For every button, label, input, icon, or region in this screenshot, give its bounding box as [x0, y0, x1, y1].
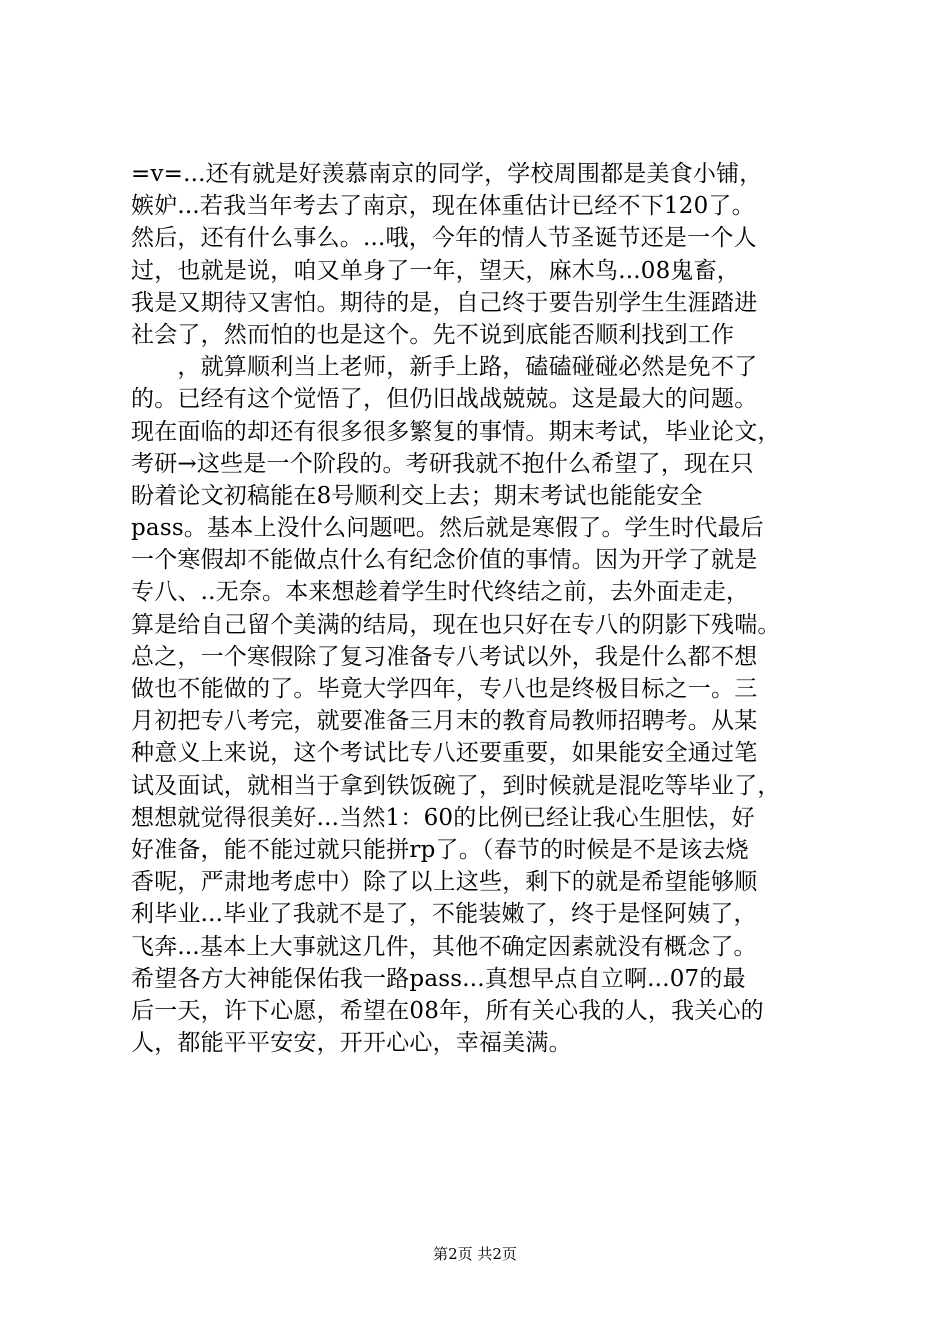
- text-line: 过，也就是说，咱又单身了一年，望天，麻木鸟...08鬼畜，: [131, 257, 740, 284]
- text-line: 利毕业...毕业了我就不是了，不能装嫩了，终于是怪阿姨了，: [131, 901, 757, 928]
- text-line: 后一天，许下心愿，希望在08年，所有关心我的人，我关心的: [131, 997, 764, 1024]
- text-line: 试及面试，就相当于拿到铁饭碗了，到时候就是混吃等毕业了，: [131, 772, 781, 799]
- text-line: 社会了，然而怕的也是这个。先不说到底能否顺利找到工作: [131, 321, 735, 348]
- text-line: 做也不能做的了。毕竟大学四年，专八也是终极目标之一。三: [131, 676, 758, 702]
- text-line: ，就算顺利当上老师，新手上路，磕磕碰碰必然是免不了: [131, 354, 758, 381]
- text-line: 飞奔...基本上大事就这几件，其他不确定因素就没有概念了。: [131, 933, 757, 960]
- text-line: 希望各方大神能保佑我一路pass...真想早点自立啊...07的最: [131, 965, 746, 992]
- text-line: 想想就觉得很美好...当然1：60的比例已经让我心生胆怯，好: [131, 804, 755, 831]
- text-line: 算是给自己留个美满的结局，现在也只好在专八的阴影下残喘。: [131, 611, 781, 638]
- text-line: 现在面临的却还有很多很多繁复的事情。期末考试，毕业论文，: [131, 418, 781, 445]
- text-line: 香呢，严肃地考虑中）除了以上这些，剩下的就是希望能够顺: [131, 869, 758, 896]
- text-line: 的。已经有这个觉悟了，但仍旧战战兢兢。这是最大的问题。: [131, 386, 758, 413]
- page-footer: [0, 1244, 950, 1264]
- page-number: 第2页 共2页: [433, 1245, 517, 1263]
- text-line: 盼着论文初稿能在8号顺利交上去；期末考试也能能安全: [131, 482, 703, 509]
- text-line: 考研→这些是一个阶段的。考研我就不抱什么希望了，现在只: [131, 450, 754, 477]
- text-line: 嫉妒...若我当年考去了南京，现在体重估计已经不下120了。: [131, 193, 755, 220]
- text-line: 总之，一个寒假除了复习准备专八考试以外，我是什么都不想: [131, 643, 758, 670]
- text-line: 好准备，能不能过就只能拼rp了。（春节的时候是不是该去烧: [131, 836, 749, 863]
- text-line: 月初把专八考完，就要准备三月末的教育局教师招聘考。从某: [131, 708, 758, 735]
- text-line: 专八、..无奈。本来想趁着学生时代终结之前，去外面走走，: [131, 579, 750, 606]
- text-line: 人，都能平平安安，开开心心，幸福美满。: [131, 1030, 572, 1057]
- text-line: =v=...还有就是好羡慕南京的同学，学校周围都是美食小铺，: [131, 161, 763, 187]
- body-text: [131, 158, 861, 1059]
- text-line: 一个寒假却不能做点什么有纪念价值的事情。因为开学了就是: [131, 547, 758, 574]
- text-line: 种意义上来说，这个考试比专八还要重要，如果能安全通过笔: [131, 740, 758, 767]
- text-line: 我是又期待又害怕。期待的是，自己终于要告别学生生涯踏进: [131, 289, 758, 316]
- text-line: pass。基本上没什么问题吧。然后就是寒假了。学生时代最后: [131, 515, 764, 542]
- text-line: 然后，还有什么事么。...哦，今年的情人节圣诞节还是一个人: [131, 225, 757, 252]
